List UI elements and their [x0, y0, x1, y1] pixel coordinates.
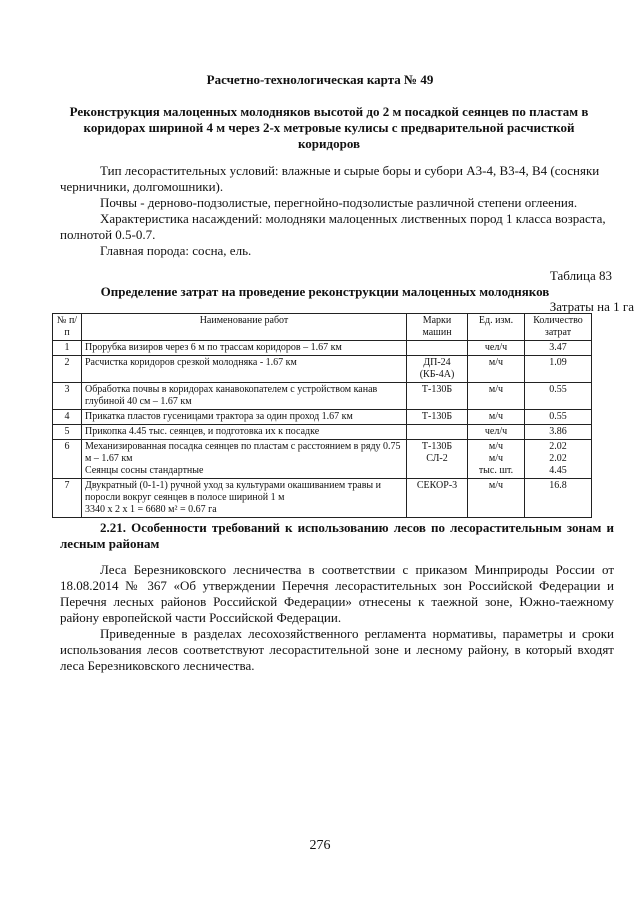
section-heading: 2.21. Особенности требований к использованию лесов по лесорастительным зонам и лесным районам — [60, 520, 614, 551]
row-name — [82, 479, 407, 518]
table-row — [53, 341, 592, 356]
row-qty: 0.55 — [525, 410, 592, 425]
row-qty: 1.09 — [525, 356, 592, 383]
row-mark: Т-130Б — [407, 383, 468, 410]
row-unit — [468, 440, 525, 479]
row-name — [82, 440, 407, 479]
row-name: Прикатка пластов гусеницами трактора за один проход 1.67 км — [82, 410, 407, 425]
row-name: Прикопка 4.45 тыс. сеянцев, и подготовка их к посадке — [82, 425, 407, 440]
row-name-line: 3340 х 2 х 1 = 6680 м² = 0.67 га — [85, 504, 217, 515]
row-name-line: Сеянцы сосны стандартные — [85, 465, 204, 476]
table-row — [53, 479, 592, 518]
row-name-line: Механизированная посадка сеянцев по пластам с расстоянием в ряду 0.75 м – 1.67 км — [85, 441, 401, 464]
row-mark-line: СЛ-2 — [426, 453, 448, 464]
row-unit: чел/ч — [468, 341, 525, 356]
row-qty-line: 4.45 — [549, 465, 567, 476]
row-unit: м/ч — [468, 479, 525, 518]
table-header-row — [53, 314, 592, 341]
row-qty-line: 2.02 — [549, 441, 567, 452]
row-qty: 3.47 — [525, 341, 592, 356]
row-unit: м/ч — [468, 356, 525, 383]
row-unit: м/ч — [468, 383, 525, 410]
row-name: Расчистка коридоров срезкой молодняка - 1.67 км — [82, 356, 407, 383]
table-units: Затраты на 1 га — [549, 299, 634, 314]
col-header-qty: Количество затрат — [525, 314, 592, 341]
page-number: 276 — [309, 838, 331, 853]
row-unit-line: м/ч — [488, 453, 504, 464]
costs-table — [52, 313, 592, 518]
col-header-name: Наименование работ — [82, 314, 407, 341]
row-mark-line: Т-130Б — [421, 441, 453, 452]
soils-paragraph: Почвы - дерново-подзолистые, перегнойно-подзолистые различной степени оглеения. — [100, 195, 578, 210]
row-mark: Т-130Б — [407, 410, 468, 425]
row-qty: 0.55 — [525, 383, 592, 410]
conditions-paragraph: Тип лесорастительных условий: влажные и сырые боры и субори А3-4, В3-4, В4 (сосняки черничники, долгомошники). — [60, 163, 600, 194]
col-header-marks: Марки машин — [407, 314, 468, 341]
row-name: Обработка почвы в коридорах канавокопателем с устройством канав глубиной 40 см – 1.67 км — [82, 383, 407, 410]
row-name-line: Двукратный (0-1-1) ручной уход за культурами окашиванием травы и поросли вокруг сеянцев в полосе шириной 1 м — [85, 480, 381, 503]
stand-paragraph: Характеристика насаждений: молодняки малоценных лиственных пород 1 класса возраста, полнотой 0.5-0.7. — [60, 211, 606, 242]
row-no: 5 — [53, 425, 82, 440]
row-no: 3 — [53, 383, 82, 410]
section-paragraph-2: Приведенные в разделах лесохозяйственного регламента нормативы, параметры и сроки использования лесов соответствуют лесорастительной зоне и лесному району, в который входят леса Березниковского лесничества. — [60, 626, 614, 673]
row-no: 7 — [53, 479, 82, 518]
card-title: Расчетно-технологическая карта № 49 — [206, 72, 434, 87]
row-name: Прорубка визиров через 6 м по трассам коридоров – 1.67 км — [82, 341, 407, 356]
row-mark: ДП-24 (КБ-4А) — [407, 356, 468, 383]
row-no: 2 — [53, 356, 82, 383]
row-unit-line: м/ч — [488, 441, 504, 452]
main-species-paragraph: Главная порода: сосна, ель. — [100, 243, 252, 258]
row-mark — [407, 425, 468, 440]
col-header-unit: Ед. изм. — [468, 314, 525, 341]
col-header-no: № п/п — [53, 314, 82, 341]
table-title: Определение затрат на проведение реконструкции малоценных молодняков — [100, 284, 550, 299]
card-subtitle: Реконструкция малоценных молодняков высотой до 2 м посадкой сеянцев по пластам в коридорах шириной 4 м через 2-х метровые кулисы с предварительной расчисткой коридоров — [69, 104, 589, 151]
row-unit-line: тыс. шт. — [478, 465, 514, 476]
row-no: 1 — [53, 341, 82, 356]
row-qty: 16.8 — [525, 479, 592, 518]
section-paragraph-1: Леса Березниковского лесничества в соответствии с приказом Минприроды России от 18.08.2014 № 367 «Об утверждении Перечня лесорастительных зон Российской Федерации и Перечня лесных районов Российской Федерации» отнесены к таежной зоне, Южно-таежному району европейской части Российской Федерации. — [60, 562, 614, 625]
row-no: 4 — [53, 410, 82, 425]
row-qty-line: 2.02 — [549, 453, 567, 464]
table-number: Таблица 83 — [549, 268, 612, 283]
table-row — [53, 356, 592, 383]
table-row — [53, 410, 592, 425]
table-row — [53, 440, 592, 479]
row-unit: м/ч — [468, 410, 525, 425]
row-qty — [525, 440, 592, 479]
table-row — [53, 425, 592, 440]
row-qty: 3.86 — [525, 425, 592, 440]
table-row — [53, 383, 592, 410]
row-mark: СЕКОР-3 — [407, 479, 468, 518]
row-mark — [407, 341, 468, 356]
row-mark — [407, 440, 468, 479]
row-unit: чел/ч — [468, 425, 525, 440]
row-no: 6 — [53, 440, 82, 479]
